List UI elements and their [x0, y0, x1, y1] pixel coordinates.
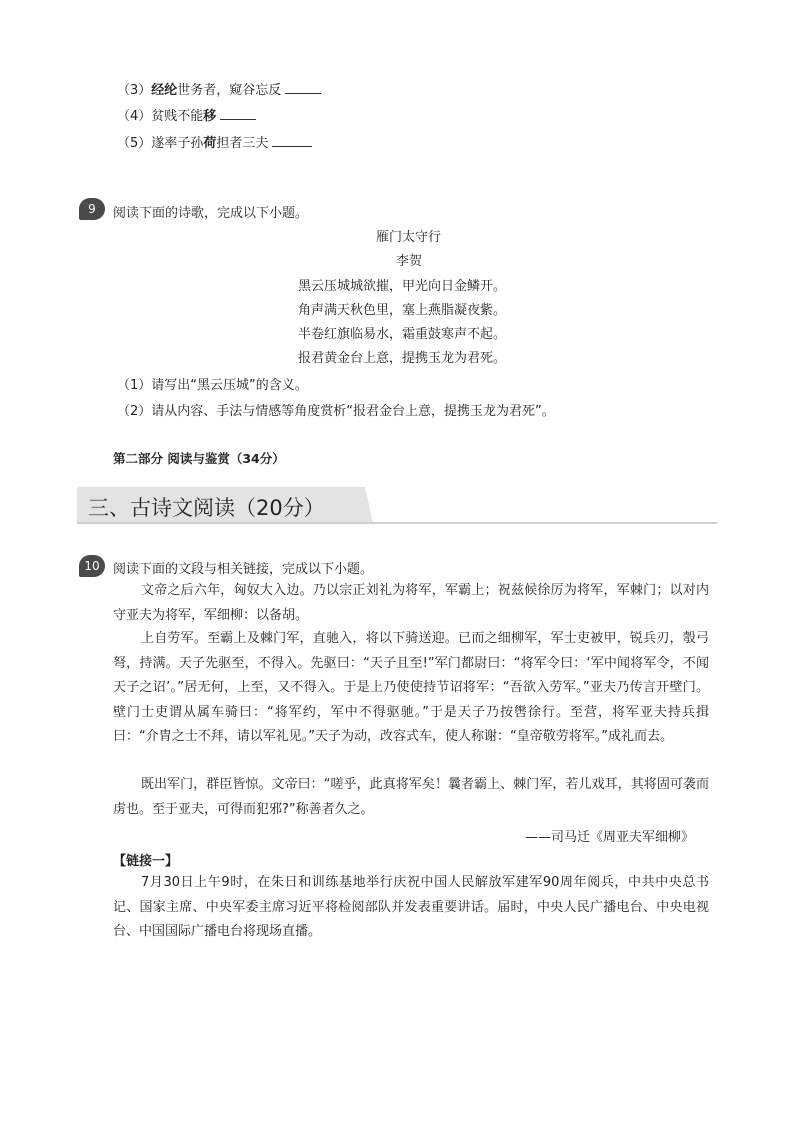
passage-source: ——司马迁《周亚夫军细柳》 — [525, 830, 695, 845]
poem-line: 半卷红旗临易水，霜重鼓寒声不起。 — [298, 327, 507, 342]
question-stem: 阅读下面的文段与相关链接，完成以下小题。 — [113, 562, 374, 577]
answer-blank[interactable] — [285, 83, 321, 94]
sub-question: （2）请从内容、手法与情感等角度赏析“报君金台上意，提携玉龙为君死”。 — [117, 404, 555, 419]
passage-paragraph: 文帝之后六年，匈奴大入边。乃以宗正刘礼为将军，军霸上；祝兹候徐厉为将军，军棘门；以对内守亚夫为将军，军细柳：以备胡。 — [113, 583, 709, 623]
part-heading: 第二部分 阅读与鉴赏（34分） — [113, 451, 285, 466]
question-number-badge: 9 — [79, 198, 105, 220]
poem-title: 雁门太守行 — [376, 230, 442, 245]
passage-paragraph: 既出军门，群臣皆惊。文帝曰：“嗟乎，此真将军矣！曩者霸上、棘门军，若儿戏耳，其将固可袭而虏也。至于亚夫，可得而犯邪?”称善者久之。 — [113, 777, 709, 817]
passage-paragraph: 上自劳军。至霸上及棘门军，直驰入，将以下骑送迎。已而之细柳军，军士吏被甲，锐兵刃，彀弓弩，持满。天子先驱至，不得入。先驱曰：“天子且至!”军门都尉曰：“将军令曰：‘军中闻将军令，不闻天子之诏’。”居无何，上至，又不得入。于是上乃使使持节诏将军：“吾欲入劳军。”亚夫乃传言开壁门。壁门士吏谓从属车骑曰：“将军约，军中不得驱驰。”于是天子乃按辔徐行。至营，将军亚夫持兵揖曰：“介胄之士不拜，请以军礼见。”天子为动，改容式车，使人称谢：“皇帝敬劳将军。”成礼而去。 — [113, 631, 709, 744]
poem-author: 李贺 — [396, 254, 423, 269]
item-4: （4）贫贱不能移 — [117, 105, 256, 124]
answer-blank[interactable] — [220, 109, 256, 120]
poem-line: 角声满天秋色里，塞上燕脂凝夜紫。 — [298, 303, 507, 318]
answer-blank[interactable] — [272, 136, 312, 147]
section-title: 三、古诗文阅读（20分） — [88, 496, 325, 520]
poem-line: 报君黄金台上意，提携玉龙为君死。 — [298, 351, 507, 366]
item-3: （3）经纶世务者，窥谷忘反 — [117, 79, 321, 98]
poem-line: 黑云压城城欲摧，甲光向日金鳞开。 — [298, 279, 507, 294]
section-divider — [77, 522, 717, 524]
item-5: （5）遂率子孙荷担者三夫 — [117, 132, 312, 151]
link-paragraph: 7月30日上午9时，在朱日和训练基地举行庆祝中国人民解放军建军90周年阅兵，中共中央总书记、国家主席、中央军委主席习近平将检阅部队并发表重要讲话。届时，中央人民广播电台、中央电视台、中国国际广播电台将现场直播。 — [113, 875, 709, 939]
link-label: 【链接一】 — [113, 854, 179, 869]
question-number-badge: 10 — [79, 555, 105, 577]
sub-question: （1）请写出“黑云压城”的含义。 — [117, 378, 308, 393]
question-stem: 阅读下面的诗歌，完成以下小题。 — [113, 206, 309, 221]
